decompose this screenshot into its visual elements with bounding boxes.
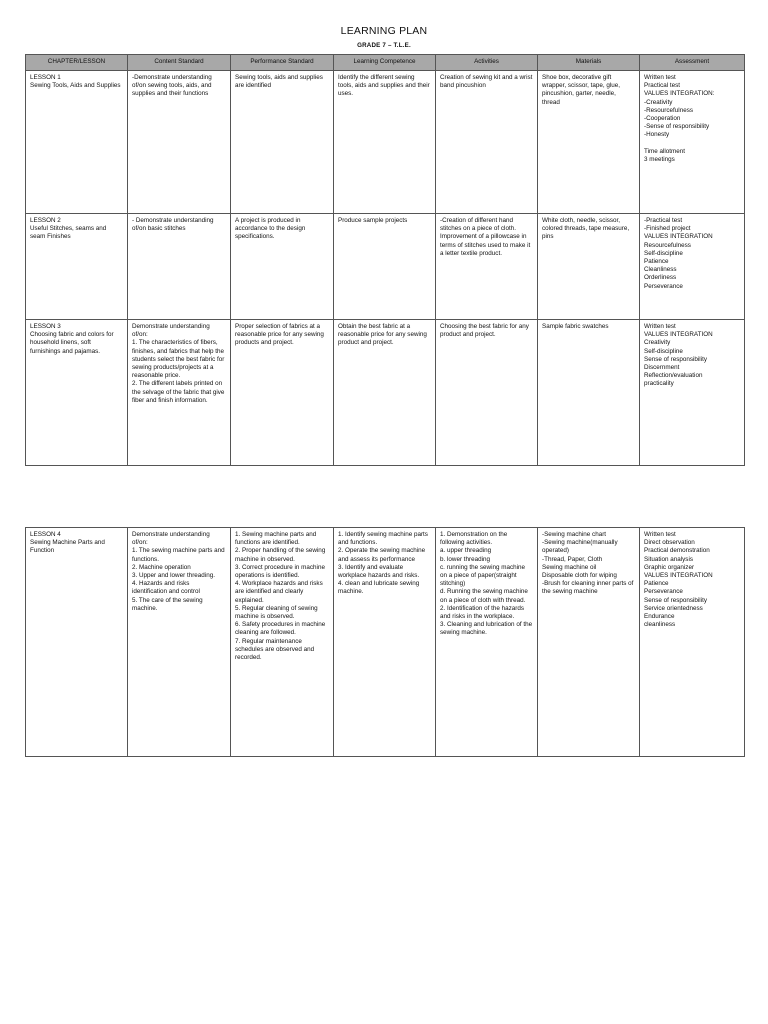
column-header-chapter-lesson: CHAPTER/LESSON	[26, 55, 128, 71]
materials-cell: Sample fabric swatches	[538, 320, 640, 466]
assessment-cell: -Practical test -Finished project VALUES INTEGRATION Resourcefulness Self-discipline Patience Cleanliness Orderliness Perseverance	[640, 214, 745, 320]
performance-standard-cell: Proper selection of fabrics at a reasonable price for any sewing products and project.	[231, 320, 334, 466]
content-standard-cell: Demonstrate understanding of/on: 1. The characteristics of fibers, finishes, and fabrics that help the students select the best fabric for sewing products/projects at a reasonable price. 2. The different labels printed on the selvage of the fabric that give fiber and finish information.	[128, 320, 231, 466]
page-title: LEARNING PLAN	[340, 25, 428, 37]
assessment-cell: Written test VALUES INTEGRATION Creativity Self-discipline Sense of responsibility Discernment Reflection/evaluation practicality	[640, 320, 745, 466]
performance-standard-cell: Sewing tools, aids and supplies are identified	[231, 71, 334, 214]
page-subtitle: GRADE 7 – T.L.E.	[357, 42, 411, 49]
content-standard-cell: - Demonstrate understanding of/on basic stitches	[128, 214, 231, 320]
activities-cell: 1. Demonstration on the following activities. a. upper threading b. lower threading c. running the sewing machine on a piece of paper(straight stitching) d. Running the sewing machine on a piece of cloth with thread. 2. Identification of the hazards and risks in the workplace. 3. Cleaning and lubrication of the sewing machine.	[436, 528, 538, 757]
lesson-cell: LESSON 2 Useful Stitches, seams and seam Finishes	[26, 214, 128, 320]
lesson-cell: LESSON 4 Sewing Machine Parts and Function	[26, 528, 128, 757]
column-header-activities: Activities	[436, 55, 538, 71]
learning-competence-cell: 1. Identify sewing machine parts and functions. 2. Operate the sewing machine and assess its performance 3. Identify and evaluate workplace hazards and risks. 4. clean and lubricate sewing machine.	[334, 528, 436, 757]
materials-cell: White cloth, needle, scissor, colored threads, tape measure, pins	[538, 214, 640, 320]
activities-cell: Choosing the best fabric for any product and project.	[436, 320, 538, 466]
column-header-materials: Materials	[538, 55, 640, 71]
learning-competence-cell: Identify the different sewing tools, aids and supplies and their uses.	[334, 71, 436, 214]
materials-cell: -Sewing machine chart -Sewing machine(manually operated) -Thread, Paper, Cloth Sewing machine oil Disposable cloth for wiping -Brush for cleaning inner parts of the sewing machine	[538, 528, 640, 757]
activities-cell: Creation of sewing kit and a wrist band pincushion	[436, 71, 538, 214]
content-standard-cell: Demonstrate understanding of/on: 1. The sewing machine parts and functions. 2. Machine operation 3. Upper and lower threading. 4. Hazards and risks identification and control 5. The care of the sewing machine.	[128, 528, 231, 757]
column-header-learning-competence: Learning Competence	[334, 55, 436, 71]
table-row	[26, 320, 745, 466]
column-header-performance-standard: Performance Standard	[231, 55, 334, 71]
learning-competence-cell: Produce sample projects	[334, 214, 436, 320]
performance-standard-cell: 1. Sewing machine parts and functions are identified. 2. Proper handling of the sewing machine in observed. 3. Correct procedure in machine operations is identified. 4. Workplace hazards and risks are identified and clearly explained. 5. Regular cleaning of sewing machine is observed. 6. Safety procedures in machine cleaning are followed. 7. Regular maintenance schedules are observed and recorded.	[231, 528, 334, 757]
content-standard-cell: -Demonstrate understanding of/on sewing tools, aids, and supplies and their functions	[128, 71, 231, 214]
performance-standard-cell: A project is produced in accordance to the design specifications.	[231, 214, 334, 320]
activities-cell: -Creation of different hand stitches on a piece of cloth. Improvement of a pillowcase in terms of stitches used to make it a letter textile product.	[436, 214, 538, 320]
learning-plan-table-continued	[25, 527, 745, 757]
assessment-cell: Written test Practical test VALUES INTEGRATION: -Creativity -Resourcefulness -Cooperation -Sense of responsibility -Honesty Time allotment 3 meetings	[640, 71, 745, 214]
learning-plan-table	[25, 54, 745, 466]
table-row	[26, 214, 745, 320]
table-header-row	[26, 55, 745, 71]
lesson-cell: LESSON 3 Choosing fabric and colors for household linens, soft furnishings and pajamas.	[26, 320, 128, 466]
assessment-cell: Written test Direct observation Practical demonstration Situation analysis Graphic organizer VALUES INTEGRATION Patience Perseverance Sense of responsibility Service orientedness Endurance cleanliness	[640, 528, 745, 757]
learning-competence-cell: Obtain the best fabric at a reasonable price for any sewing product and project.	[334, 320, 436, 466]
materials-cell: Shoe box, decorative gift wrapper, scissor, tape, glue, pincushion, garter, needle, thread	[538, 71, 640, 214]
table-row	[26, 71, 745, 214]
column-header-assessment: Assessment	[640, 55, 745, 71]
column-header-content-standard: Content Standard	[128, 55, 231, 71]
lesson-cell: LESSON 1 Sewing Tools, Aids and Supplies	[26, 71, 128, 214]
table-row	[26, 528, 745, 757]
